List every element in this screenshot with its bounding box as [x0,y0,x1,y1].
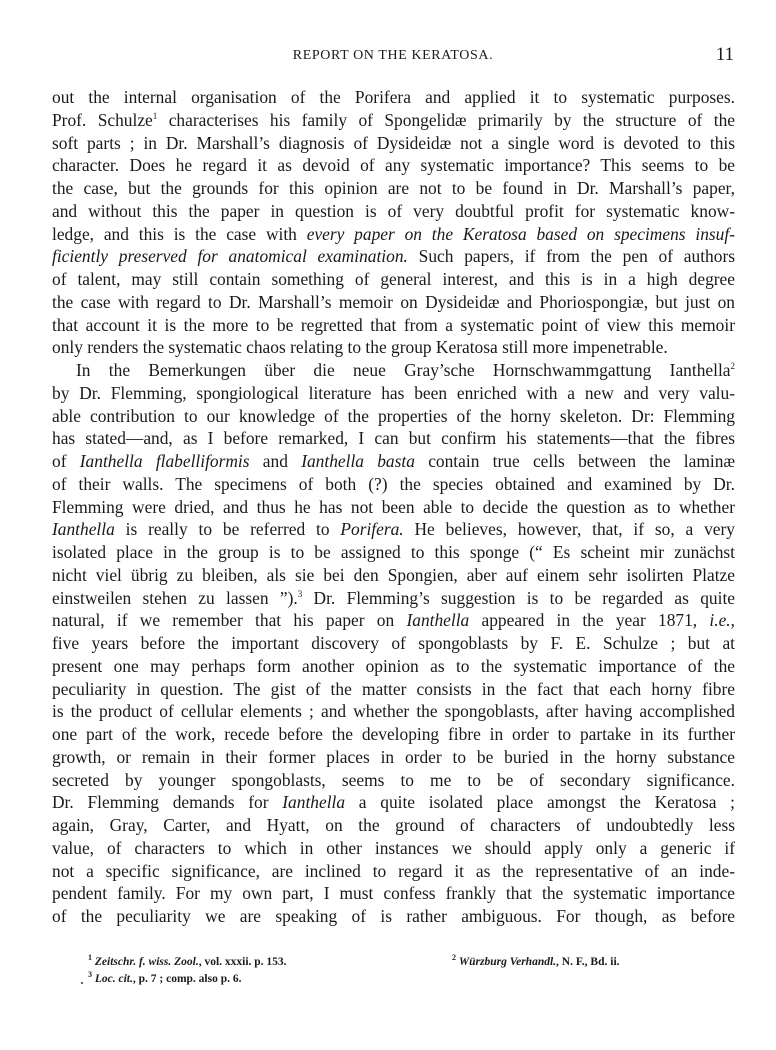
text-line [52,882,735,905]
text-line [52,291,735,314]
text-line [52,746,735,769]
text-run: by Dr. Flemming, spongiological literature has been enriched with a new and very valu- [52,382,735,403]
text-line [52,564,735,587]
footnote-1 [88,954,287,971]
text-run: einstweilen stehen zu lassen ”). [52,587,298,608]
text-line [52,336,735,359]
text-line [52,769,735,792]
text-run: In the Bemerkungen über die neue Gray’sche Hornschwammgattung Ianthella [76,360,731,380]
text-run: Prof. Schulze [52,109,153,130]
footnote-citation-rest: , p. 7 ; comp. also p. 6. [132,973,242,985]
text-run: soft parts ; in Dr. Marshall’s diagnosis of Dysideidæ not a single word is devoted to this [52,132,735,153]
text-run: the case with regard to Dr. Marshall’s memoir on Dysideidæ and Phoriospongiæ, but just on [52,291,735,312]
text-run: Dr. Flemming demands for [52,792,283,813]
footnote-mark: 3 [88,970,92,979]
footnote-reference: 1 [152,110,158,121]
text-run: of [52,451,80,471]
text-line [52,405,735,428]
text-run: is the product of cellular elements ; and whether the spongoblasts, after having accomplished [52,701,735,722]
footnote-citation-title: Loc. cit. [94,973,133,985]
text-line [52,632,735,655]
text-line [52,427,735,450]
footnote-2 [452,954,620,971]
text-line [52,723,735,746]
text-line [52,655,735,678]
text-run: of their walls. The specimens of both (?) the species obtained and examined by Dr. [52,473,735,494]
text-run: Flemming were dried, and thus he has not been able to decide the question as to whether [52,496,735,517]
italic-text: Ianthella basta [301,451,415,471]
italic-text: ficiently preserved for anatomical examination. [52,246,408,267]
text-line [52,541,735,564]
text-line [52,473,735,496]
text-run: pendent family. For my own part, I must confess frankly that the systematic importance [52,883,735,904]
italic-text: Ianthella flabelliformis [79,451,250,471]
text-line [52,86,735,109]
text-run: and [249,451,302,471]
text-line [52,609,735,632]
text-run: present one may perhaps form another opinion as to the systematic importance of the [52,655,735,676]
text-run: isolated place in the group is to be assigned to this sponge (“ Es scheint mir zunächst [52,542,735,562]
text-line [52,245,735,268]
text-run: that account it is the more to be regretted that from a systematic point of view this memoir [52,314,735,335]
text-line [52,268,735,291]
text-run: one part of the work, recede before the developing fibre in order to partake in its further [52,724,735,744]
text-run: secreted by younger spongoblasts, seems to me to be of secondary significance. [52,769,735,790]
italic-text: Ianthella [282,792,346,813]
footnote-mark: 1 [88,953,92,962]
text-run: has stated—and, as I before remarked, I can but confirm his statements—that the fibres [52,428,735,449]
text-run: character. Does he regard it as devoid of any systematic importance? This seems to be [52,155,735,176]
text-run: He believes, however, that, if so, a very [403,519,736,540]
footnote-3 [88,971,242,988]
text-line [52,678,735,701]
text-line [52,587,735,610]
text-run: natural, if we remember that his paper on [52,610,407,631]
text-run: is really to be referred to [114,519,341,540]
italic-text: i.e. [709,610,731,631]
text-line [52,154,735,177]
text-run: growth, or remain in their former places in order to be buried in the horny substance [52,746,735,767]
footnote-reference: 2 [730,361,735,371]
text-line [52,314,735,337]
text-run: again, Gray, Carter, and Hyatt, on the ground of characters of undoubtedly less [52,815,735,835]
text-line [52,450,735,473]
text-run: not a specific significance, are inclined to regard it as the representative of an inde- [52,860,735,881]
text-run: characterises his family of Spongelidæ primarily by the structure of the [157,109,735,130]
footnote-reference: 3 [297,588,303,599]
text-line [52,382,735,405]
footnote-mark: 2 [452,953,456,962]
text-line [52,177,735,200]
italic-text: every paper on the Keratosa based on specimens insuf- [306,223,735,244]
text-run: and without this the paper in question is of very doubtful profit for systematic know- [52,200,735,221]
text-line [52,814,735,837]
footnote-citation-rest: , N. F., Bd. ii. [556,956,620,968]
text-run: appeared in the year 1871, [469,610,710,631]
italic-text: Ianthella [406,610,470,631]
text-line [52,837,735,860]
text-run: only renders the systematic chaos relating to the group Keratosa still more impenetrable. [52,337,668,358]
footnote-citation-title: Zeitschr. f. wiss. Zool. [94,956,199,968]
text-line [52,200,735,223]
text-line [52,109,735,132]
text-line [52,496,735,519]
text-run: , [730,610,735,631]
text-run: peculiarity in question. The gist of the matter consists in the fact that each horny fibre [52,678,735,699]
text-run: out the internal organisation of the Porifera and applied it to systematic purposes. [52,87,735,107]
text-run: Such papers, if from the pen of authors [407,246,736,267]
text-run: value, of characters to which in other instances we should apply only a generic if [52,837,735,858]
text-run: of talent, may still contain something of general interest, and this is in a high degree [52,269,735,289]
text-line [52,791,735,814]
page-header [52,44,734,68]
text-line [52,223,735,246]
text-run: of the peculiarity we are speaking of is rather ambiguous. For though, as before [52,906,735,926]
text-line [52,860,735,883]
text-run: able contribution to our knowledge of the properties of the horny skeleton. Dr: Flemming [52,405,735,426]
running-title: REPORT ON THE KERATOSA. [292,48,494,63]
text-run: a quite isolated place amongst the Keratosa ; [345,792,735,813]
page-number: 11 [715,44,734,65]
body-text [52,86,735,928]
italic-text: Porifera. [340,519,404,540]
text-run: ledge, and this is the case with [52,223,307,244]
text-line [52,905,735,928]
text-run: Dr. Flemming’s suggestion is to be regarded as quite [302,587,736,608]
text-line [52,359,735,382]
text-line [52,700,735,723]
text-line [52,518,735,541]
text-run: five years before the important discovery of spongoblasts by F. E. Schulze ; but at [52,633,735,653]
italic-text: Ianthella [52,519,115,540]
text-run: nicht viel übrig zu bleiben, als sie bei den Spongien, aber auf einem sehr isolirten Platze [52,564,735,585]
text-line [52,132,735,155]
text-run: the case, but the grounds for this opinion are not to be found in Dr. Marshall’s paper, [52,178,735,198]
footnote-citation-rest: , vol. xxxii. p. 153. [198,956,287,968]
scan-speck [81,982,83,984]
text-run: contain true cells between the laminæ [414,451,736,471]
footnote-citation-title: Würzburg Verhandl. [458,956,557,968]
